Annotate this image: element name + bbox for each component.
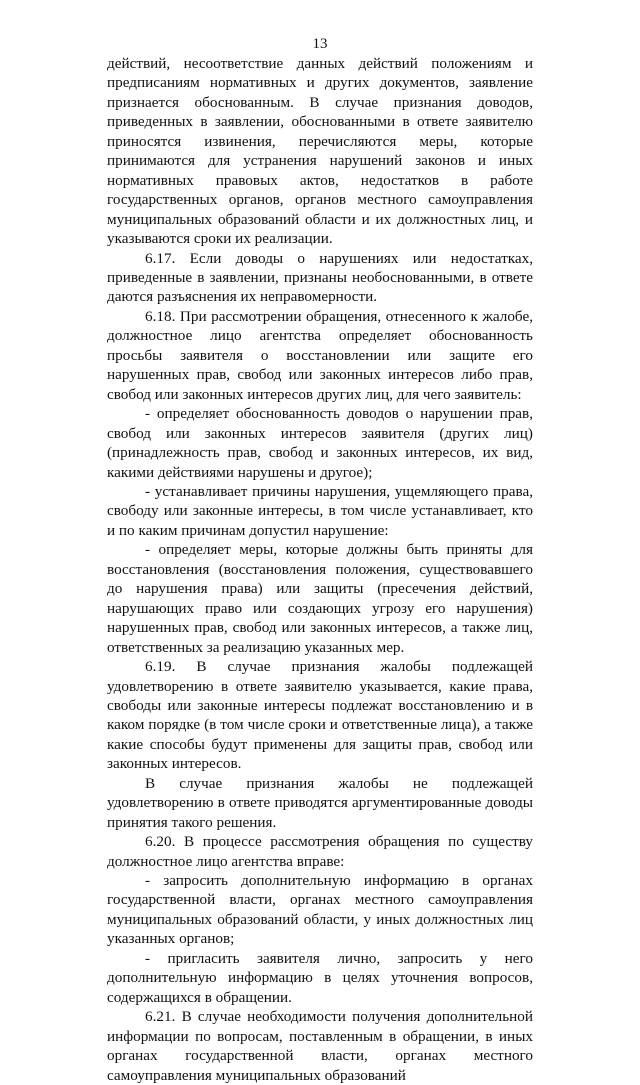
list-item-establish-causes: - устанавливает причины нарушения, ущемляющего права, свободу или законные интересы, в том числе устанавливает, кто и по каким причинам допустил нарушение: xyxy=(107,482,533,539)
list-item-determine-measures: - определяет меры, которые должны быть приняты для восстановления (восстановления положения, существовавшего до нарушения права) или защиты (пресечения действий, нарушающих право или создающих угрозу его нарушения) нарушенных прав, свобод или законных интересов, а также лиц, ответственных за реализацию указанных мер. xyxy=(107,541,533,656)
list-item-invite-applicant: - пригласить заявителя лично, запросить у него дополнительную информацию в целях уточнения вопросов, содержащихся в обращении. xyxy=(107,949,533,1006)
paragraph-6-17: 6.17. Если доводы о нарушениях или недостатках, приведенные в заявлении, признаны необоснованными, в ответе даются разъяснения их неправомерности. xyxy=(107,249,533,306)
paragraph-6-19: 6.19. В случае признания жалобы подлежащей удовлетворению в ответе заявителю указывается, какие права, свободы или законные интересы подлежат восстановлению и в каком порядке (в том числе сроки и ответственные лица), а также какие способы будут применены для защиты прав, свобод или законных интересов. xyxy=(107,658,533,773)
paragraph-6-18: 6.18. При рассмотрении обращения, отнесенного к жалобе, должностное лицо агентства определяет обоснованность просьбы заявителя о восстановлении или защите его нарушенных прав, свобод или законных интересов либо прав, свобод или законных интересов других лиц, для чего заявитель: xyxy=(107,307,533,403)
document-page xyxy=(107,34,533,1085)
paragraph-continuation-6-16: действий, несоответствие данных действий положениям и предписаниям нормативных и других документов, заявление признается обоснованным. В случае признания доводов, приведенных в заявлении, обоснованными в ответе заявителю приносятся извинения, перечисляются меры, которые принимаются для устранения нарушений законов и иных нормативных правовых актов, недостатков в работе государственных органов, органов местного самоуправления муниципальных образований области и их должностных лиц, и указываются сроки их реализации. xyxy=(107,55,533,248)
paragraph-6-19-rejection: В случае признания жалобы не подлежащей удовлетворению в ответе приводятся аргументированные доводы принятия такого решения. xyxy=(107,774,533,831)
paragraph-6-21: 6.21. В случае необходимости получения дополнительной информации по вопросам, поставленным в обращении, в иных органах государственной власти, органах местного самоуправления муниципальных образований xyxy=(107,1008,533,1084)
page-number: 13 xyxy=(312,36,328,52)
list-item-determine-validity: - определяет обоснованность доводов о нарушении прав, свобод или законных интересов заявителя (других лиц) (принадлежность прав, свобод и законных интересов, их вид, какими действиями нарушены и другое); xyxy=(107,405,533,481)
list-item-request-information: - запросить дополнительную информацию в органах государственной власти, органах местного самоуправления муниципальных образований области, у иных должностных лиц указанных органов; xyxy=(107,872,533,948)
paragraph-6-20: 6.20. В процессе рассмотрения обращения по существу должностное лицо агентства вправе: xyxy=(107,833,533,870)
